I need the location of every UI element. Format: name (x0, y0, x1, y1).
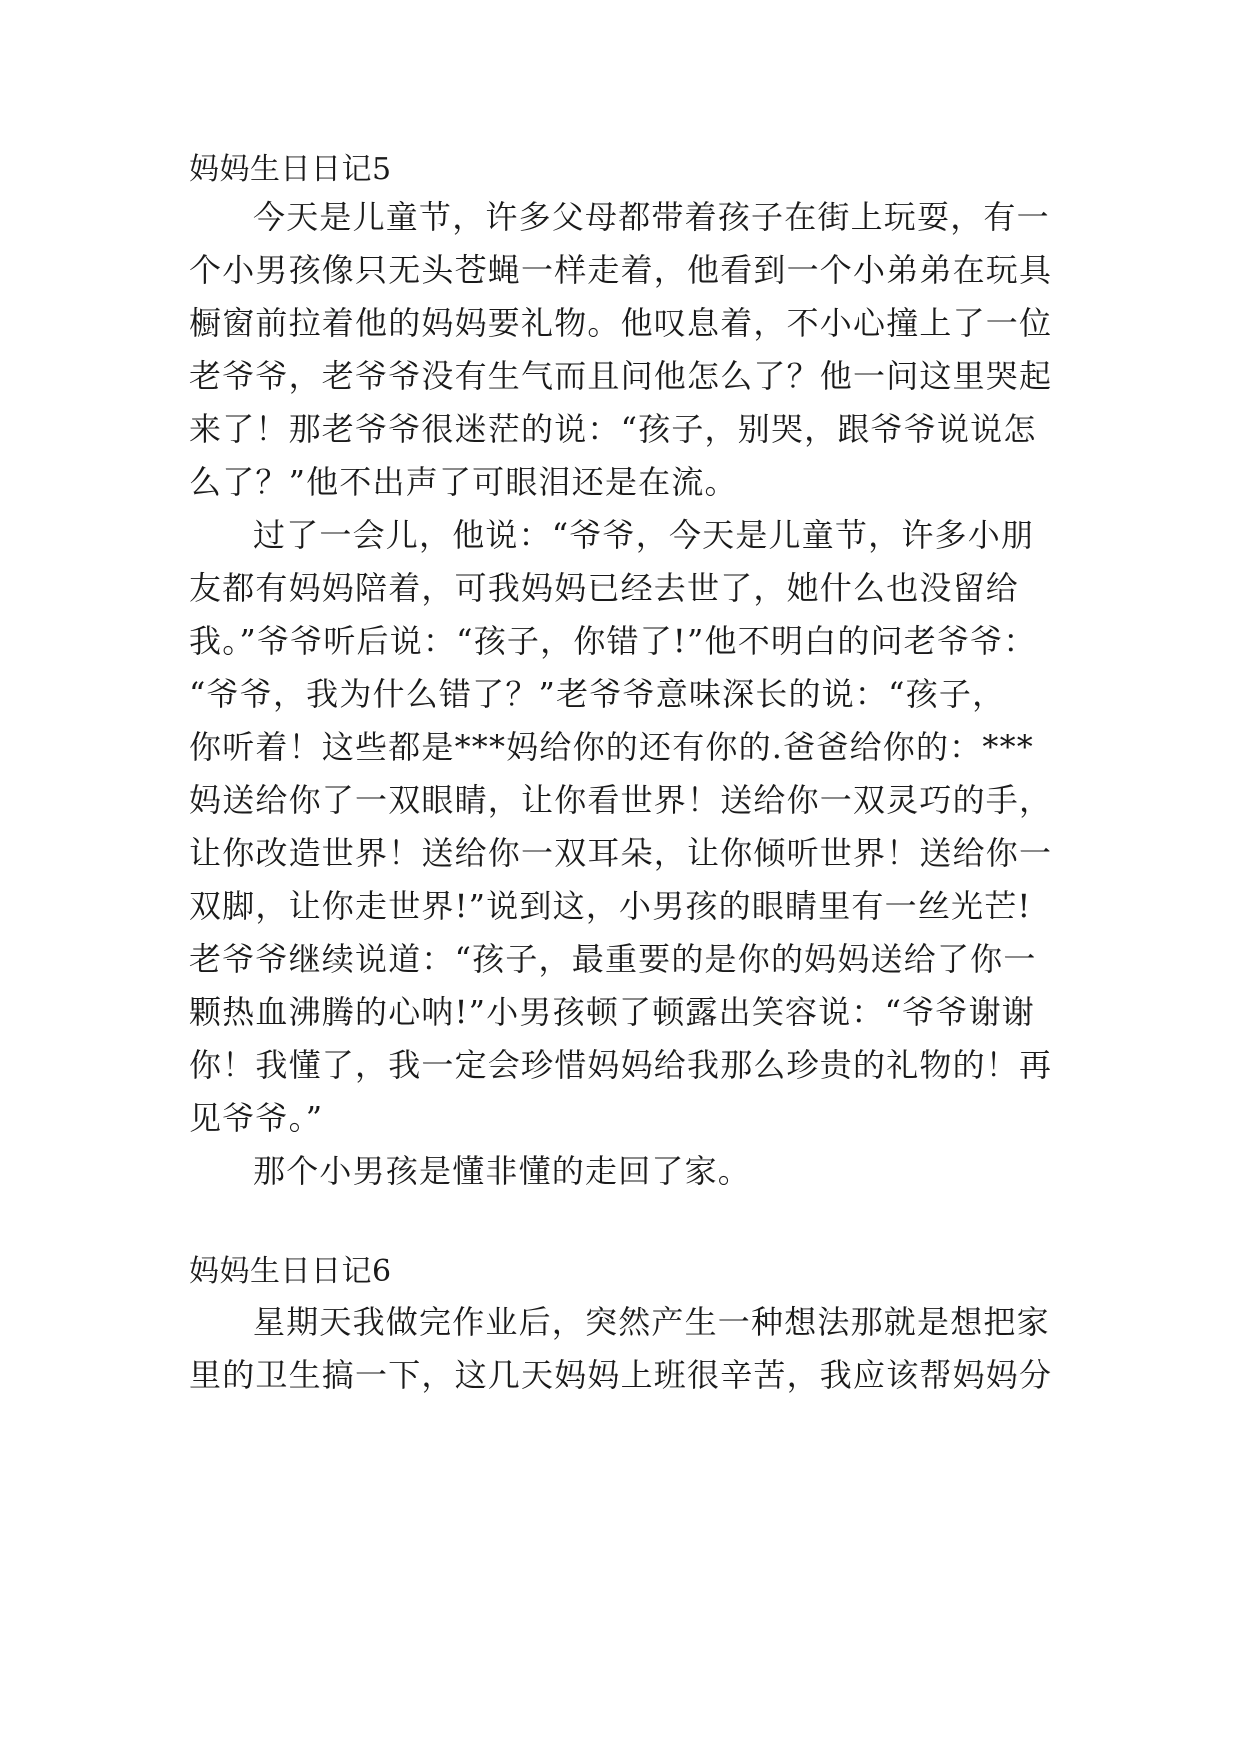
paragraph-line: 个小男孩像只无头苍蝇一样走着，他看到一个小弟弟在玩具 (189, 251, 1053, 289)
paragraph-line: 星期天我做完作业后，突然产生一种想法那就是想把家 (253, 1303, 1050, 1341)
paragraph-line: 双脚，让你走世界!”说到这，小男孩的眼睛里有一丝光芒! (189, 887, 1032, 925)
paragraph-line: 过了一会儿，他说：“爷爷，今天是儿童节，许多小朋 (253, 516, 1035, 554)
paragraph-line: 你听着！这些都是***妈给你的还有你的.爸爸给你的：*** (189, 728, 1034, 766)
paragraph-line: 我。”爷爷听后说：“孩子，你错了!”他不明白的问老爷爷： (189, 622, 1037, 660)
paragraph-line: 今天是儿童节，许多父母都带着孩子在街上玩耍，有一 (253, 198, 1050, 236)
paragraph-line: 来了！那老爷爷很迷茫的说：“孩子，别哭，跟爷爷说说怎 (189, 410, 1037, 448)
paragraph-line: 你！我懂了，我一定会珍惜妈妈给我那么珍贵的礼物的！再 (189, 1046, 1053, 1084)
paragraph-line: 友都有妈妈陪着，可我妈妈已经去世了，她什么也没留给 (189, 569, 1020, 607)
paragraph-line: 让你改造世界！送给你一双耳朵，让你倾听世界！送给你一 (189, 834, 1053, 872)
paragraph-line: “爷爷，我为什么错了？”老爷爷意味深长的说：“孩子， (189, 675, 1006, 713)
paragraph-line: 橱窗前拉着他的妈妈要礼物。他叹息着，不小心撞上了一位 (189, 304, 1053, 342)
paragraph-line: 那个小男孩是懂非懂的走回了家。 (253, 1152, 752, 1190)
section-heading: 妈妈生日日记6 (189, 1254, 392, 1289)
paragraph-line: 么了？”他不出声了可眼泪还是在流。 (189, 463, 738, 501)
section-heading: 妈妈生日日记5 (189, 152, 392, 187)
paragraph-line: 颗热血沸腾的心呐!”小男孩顿了顿露出笑容说：“爷爷谢谢 (189, 993, 1035, 1031)
paragraph-line: 妈送给你了一双眼睛，让你看世界！送给你一双灵巧的手， (189, 781, 1053, 819)
paragraph-line: 老爷爷，老爷爷没有生气而且问他怎么了？他一问这里哭起 (189, 357, 1053, 395)
paragraph-line: 里的卫生搞一下，这几天妈妈上班很辛苦，我应该帮妈妈分 (189, 1356, 1053, 1394)
paragraph-line: 老爷爷继续说道：“孩子，最重要的是你的妈妈送给了你一 (189, 940, 1037, 978)
paragraph-line: 见爷爷。” (189, 1099, 324, 1137)
